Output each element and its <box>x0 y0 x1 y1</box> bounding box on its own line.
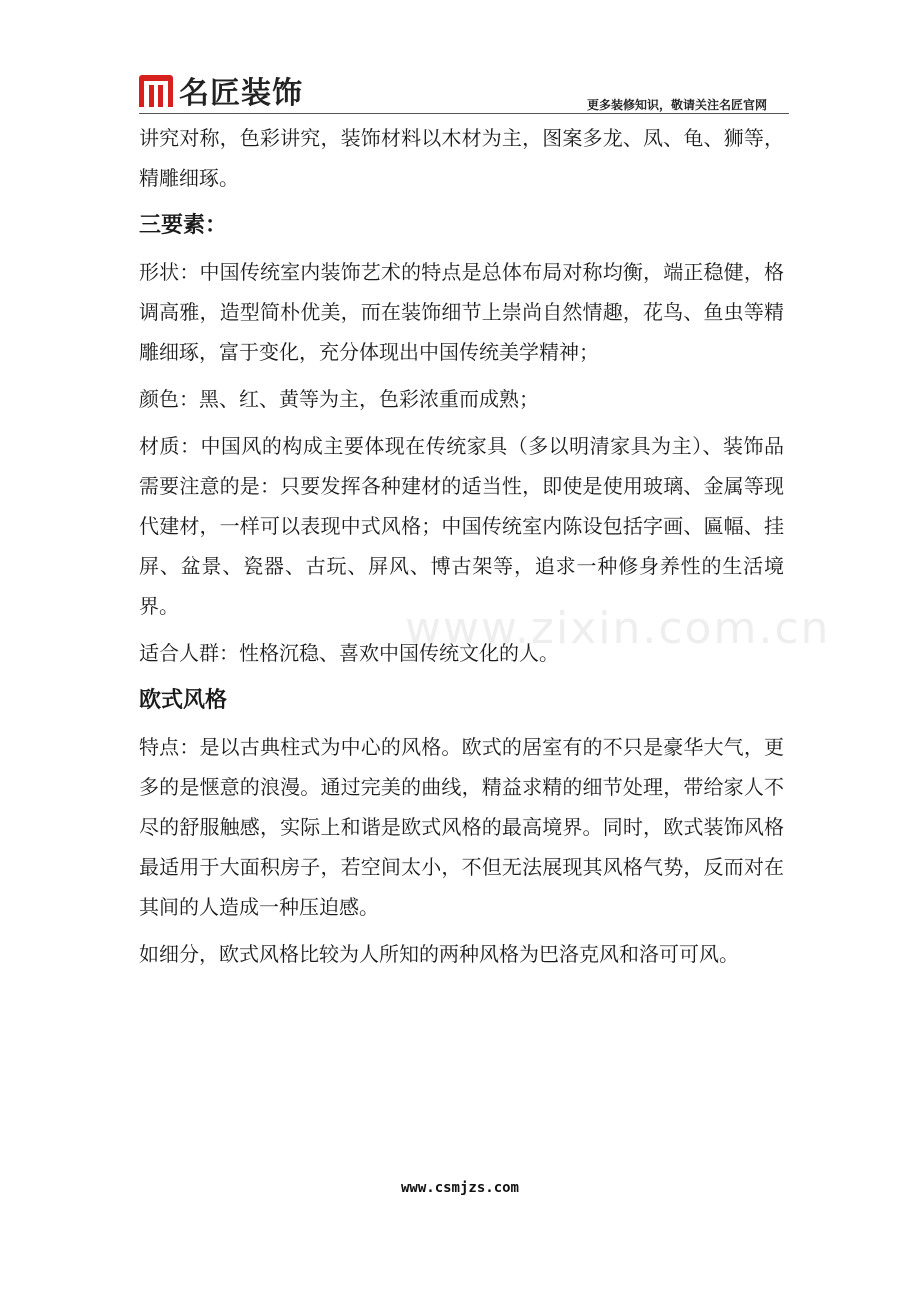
logo-text: 名匠装饰 <box>179 76 303 111</box>
paragraph-european-features: 特点：是以古典柱式为中心的风格。欧式的居室有的不只是豪华大气，更多的是惬意的浪漫。通过完美的曲线，精益求精的细节处理，带给家人不尽的舒服触感，实际上和谐是欧式风格的最高境界。同时，欧式装饰风格最适用于大面积房子，若空间太小，不但无法展现其风格气势，反而对在其间的人造成一种压迫感。 <box>139 735 784 919</box>
paragraph-color: 颜色：黑、红、黄等为主，色彩浓重而成熟； <box>139 387 539 411</box>
intro-paragraph: 讲究对称，色彩讲究，装饰材料以木材为主，图案多龙、凤、龟、狮等，精雕细琢。 <box>139 126 784 190</box>
brand-logo <box>139 70 303 110</box>
section-heading-three-elements: 三要素： <box>139 213 228 238</box>
page-header <box>139 66 789 114</box>
paragraph-audience: 适合人群：性格沉稳、喜欢中国传统文化的人。 <box>139 641 559 665</box>
section-heading-european: 欧式风格 <box>139 688 228 713</box>
header-divider <box>139 113 789 114</box>
watermark: www.zixin.com.cn <box>405 603 831 654</box>
paragraph-shape: 形状：中国传统室内装饰艺术的特点是总体布局对称均衡，端正稳健，格调高雅，造型简朴优美，而在装饰细节上崇尚自然情趣，花鸟、鱼虫等精雕细琢，富于变化，充分体现出中国传统美学精神； <box>139 260 784 364</box>
header-tagline: 更多装修知识，敬请关注名匠官网 <box>586 98 767 112</box>
document-body <box>139 118 784 974</box>
logo-mark-icon <box>139 73 173 107</box>
footer-url: www.csmjzs.com <box>400 1180 519 1196</box>
paragraph-european-subdivision: 如细分，欧式风格比较为人所知的两种风格为巴洛克风和洛可可风。 <box>139 942 739 966</box>
paragraph-material: 材质：中国风的构成主要体现在传统家具（多以明清家具为主）、装饰品需要注意的是：只要发挥各种建材的适当性，即使是使用玻璃、金属等现代建材，一样可以表现中式风格；中国传统室内陈设包括字画、匾幅、挂屏、盆景、瓷器、古玩、屏风、博古架等，追求一种修身养性的生活境界。 <box>139 434 784 618</box>
